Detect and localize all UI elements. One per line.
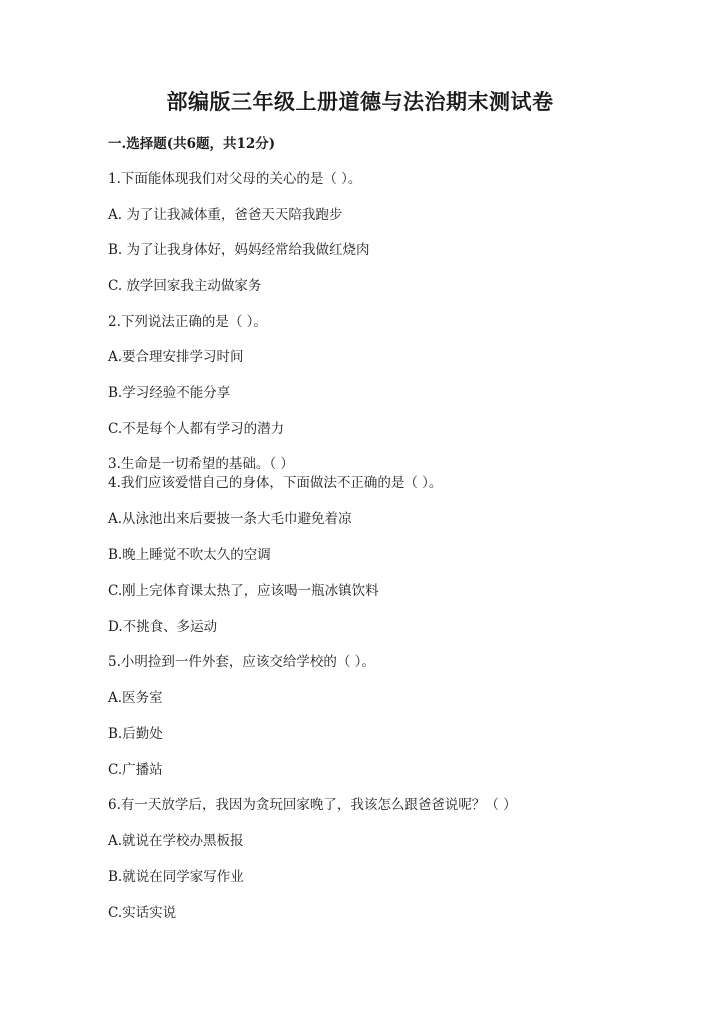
question-6-stem: 6.有一天放学后，我因为贪玩回家晚了，我该怎么跟爸爸说呢？（ ）	[108, 797, 517, 813]
question-2-option-b: B.学习经验不能分享	[108, 385, 231, 401]
section-heading: 一.选择题(共6题，共12分)	[108, 136, 276, 152]
question-3-stem: 3.生命是一切希望的基础。（ ）	[108, 456, 294, 472]
question-1-option-b: B. 为了让我身体好，妈妈经常给我做红烧肉	[108, 242, 370, 258]
page-title: 部编版三年级上册道德与法治期末测试卷	[166, 89, 554, 114]
question-4-option-d: D.不挑食、多运动	[108, 619, 218, 635]
question-5-option-a: A.医务室	[108, 690, 163, 706]
question-6-option-b: B.就说在同学家写作业	[108, 869, 244, 885]
question-1-stem: 1.下面能体现我们对父母的关心的是（ ）。	[108, 171, 362, 187]
question-5-option-c: C.广播站	[108, 762, 163, 778]
question-2-option-c: C.不是每个人都有学习的潜力	[108, 421, 285, 437]
question-4-option-c: C.刚上完体育课太热了，应该喝一瓶冰镇饮料	[108, 583, 379, 599]
question-4-option-b: B.晚上睡觉不吹太久的空调	[108, 547, 271, 563]
question-5-option-b: B.后勤处	[108, 726, 163, 742]
question-1-option-a: A. 为了让我减体重，爸爸天天陪我跑步	[108, 207, 343, 223]
question-6-option-a: A.就说在学校办黑板报	[108, 833, 244, 849]
question-1-option-c: C. 放学回家我主动做家务	[108, 278, 262, 294]
question-2-option-a: A.要合理安排学习时间	[108, 349, 244, 365]
question-6-option-c: C.实话实说	[108, 905, 177, 921]
question-5-stem: 5.小明捡到一件外套，应该交给学校的（ ）。	[108, 654, 375, 670]
question-4-stem: 4.我们应该爱惜自己的身体，下面做法不正确的是（ ）。	[108, 475, 443, 491]
question-2-stem: 2.下列说法正确的是（ ）。	[108, 314, 267, 330]
question-4-option-a: A.从泳池出来后要披一条大毛巾避免着凉	[108, 511, 352, 527]
